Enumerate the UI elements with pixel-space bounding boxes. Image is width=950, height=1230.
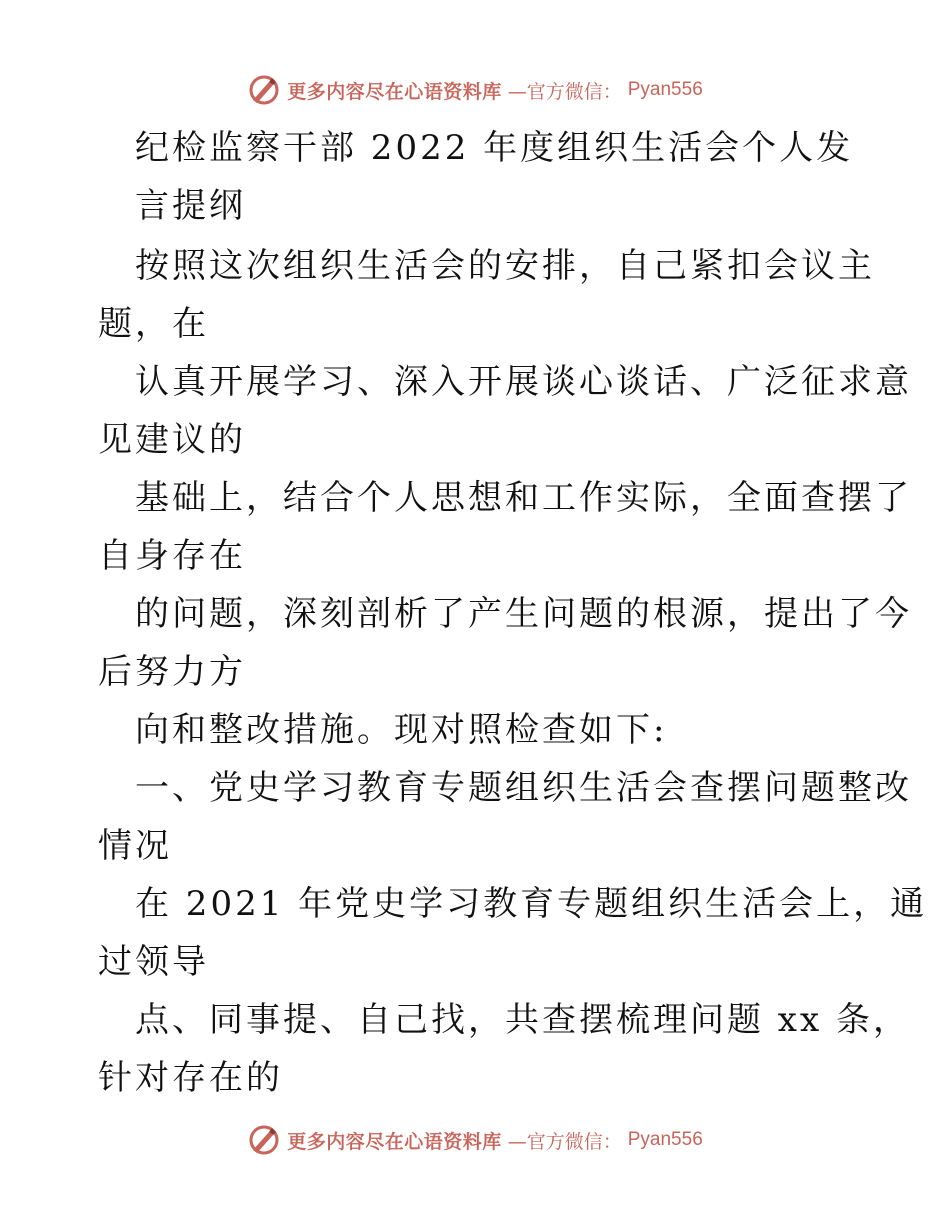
doc-line: 自身存在 xyxy=(98,536,246,576)
section-heading: 情况 xyxy=(98,826,172,866)
doc-line: 见建议的 xyxy=(98,420,246,460)
doc-line: 基础上，结合个人思想和工作实际，全面查摆了 xyxy=(135,478,912,518)
doc-title-line-2: 言提纲 xyxy=(135,186,246,226)
watermark-separator: —官方微信： xyxy=(507,80,622,103)
pen-logo-icon xyxy=(247,73,281,107)
footer-watermark xyxy=(0,1120,950,1160)
watermark-handle: Pyan556 xyxy=(627,79,703,100)
doc-line: 向和整改措施。现对照检查如下: xyxy=(135,710,668,750)
doc-line: 过领导 xyxy=(98,942,209,982)
doc-line: 的问题，深刻剖析了产生问题的根源，提出了今 xyxy=(135,594,912,634)
watermark-text: 更多内容尽在心语资料库 xyxy=(287,80,502,103)
doc-line: 在 2021 年党史学习教育专题组织生活会上，通 xyxy=(135,884,928,924)
doc-line: 点、同事提、自己找，共查摆梳理问题 xx 条， xyxy=(135,1000,910,1040)
doc-line: 按照这次组织生活会的安排，自己紧扣会议主 xyxy=(135,246,875,286)
doc-title-line-1: 纪检监察干部 2022 年度组织生活会个人发 xyxy=(135,128,854,168)
pen-logo-icon xyxy=(247,1123,281,1157)
header-watermark xyxy=(0,70,950,110)
watermark-text: 更多内容尽在心语资料库 xyxy=(287,1130,502,1153)
doc-line: 后努力方 xyxy=(98,652,246,692)
watermark-separator: —官方微信： xyxy=(507,1130,622,1153)
doc-line: 题，在 xyxy=(98,304,209,344)
doc-line: 认真开展学习、深入开展谈心谈话、广泛征求意 xyxy=(135,362,912,402)
watermark-handle: Pyan556 xyxy=(627,1129,703,1150)
doc-line: 针对存在的 xyxy=(98,1058,283,1098)
section-heading: 一、党史学习教育专题组织生活会查摆问题整改 xyxy=(135,768,912,808)
